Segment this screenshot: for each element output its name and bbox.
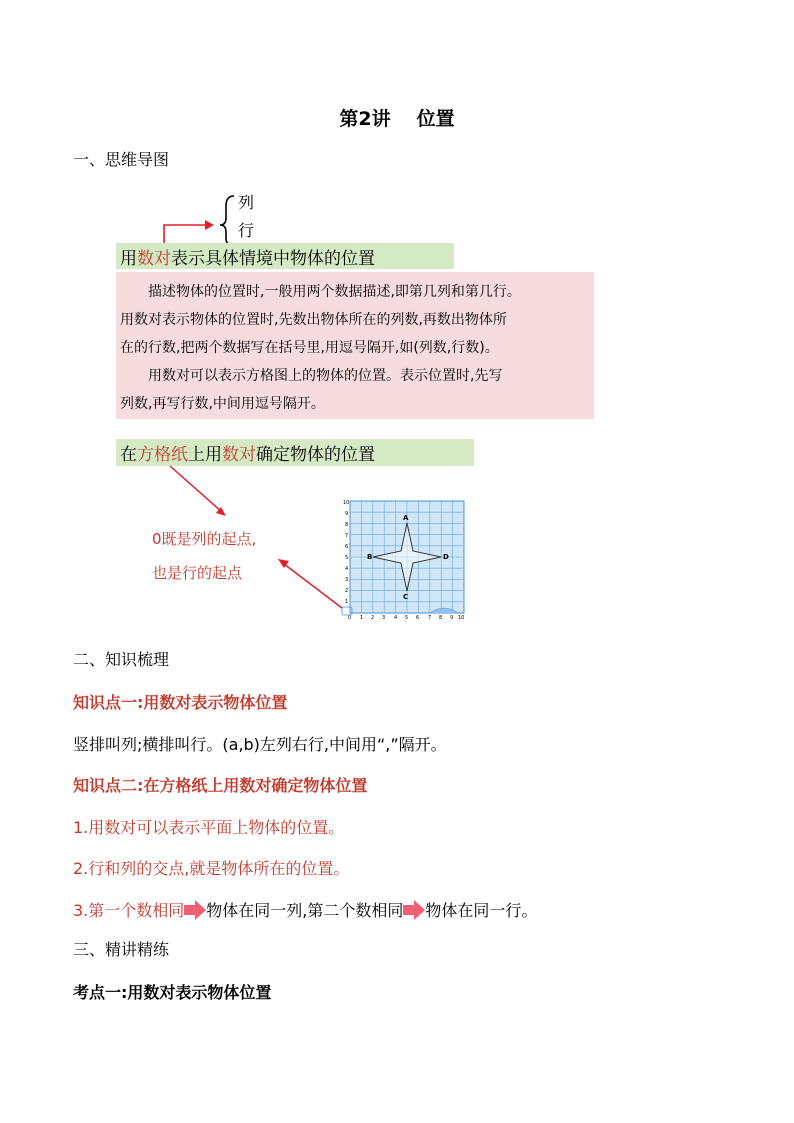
knowledge-point-2-line-1: 1.用数对可以表示平面上物体的位置。	[73, 818, 345, 837]
y-ticks	[343, 500, 349, 605]
y-tick-label: 3	[345, 577, 349, 583]
lesson-topic: 位置	[416, 108, 455, 130]
knowledge-point-1-title: 知识点一:用数对表示物体位置	[73, 693, 288, 712]
red-arrow-head	[205, 220, 214, 230]
bar2-pre: 在	[120, 445, 137, 465]
mindmap-bar-represent	[116, 243, 454, 269]
line3-part-c: 物体在同一行。	[425, 901, 538, 920]
x-tick-label: 2	[371, 615, 375, 621]
x-tick-label: 8	[439, 615, 443, 621]
bar1-highlight: 数对	[137, 249, 171, 269]
grid-figure	[340, 497, 468, 621]
x-tick-label: 4	[394, 615, 398, 621]
origin-note-line-1: 0既是列的起点,	[152, 530, 257, 548]
mindmap-connector	[150, 186, 240, 248]
x-ticks	[348, 615, 464, 621]
line3-part-a: 3.第一个数相同	[73, 901, 185, 920]
explanation-line-5: 列数,再写行数,中间用逗号隔开。	[120, 396, 325, 412]
bar2-highlight-grid-paper: 方格纸	[137, 445, 188, 465]
x-tick-label: 1	[360, 615, 364, 621]
pink-arrow-icon	[184, 900, 206, 920]
brace-icon	[220, 196, 234, 246]
x-tick-label: 10	[458, 615, 465, 621]
y-tick-label: 5	[345, 555, 349, 561]
x-tick-label: 6	[416, 615, 420, 621]
y-tick-label: 2	[345, 588, 349, 594]
x-tick-label: 5	[405, 615, 409, 621]
point-d-label: D	[443, 553, 449, 561]
x-tick-label: 7	[428, 615, 432, 621]
arrow-to-bar	[170, 466, 222, 512]
section-heading-mindmap: 一、思维导图	[73, 150, 170, 169]
y-tick-label: 1	[345, 599, 349, 605]
x-tick-label: 3	[382, 615, 386, 621]
bar2-post: 确定物体的位置	[256, 445, 375, 465]
section-heading-practice: 三、精讲精练	[73, 940, 170, 959]
explanation-line-4: 用数对可以表示方格图上的物体的位置。表示位置时,先写	[148, 368, 503, 384]
point-a-label: A	[403, 514, 409, 522]
point-b-label: B	[367, 553, 373, 561]
lesson-number: 第2讲	[339, 108, 391, 130]
knowledge-point-2-line-3	[73, 898, 537, 921]
y-tick-label: 10	[343, 500, 350, 506]
y-tick-label: 4	[345, 566, 349, 572]
explanation-line-2: 用数对表示物体的位置时,先数出物体所在的列数,再数出物体所	[120, 312, 507, 328]
knowledge-point-1-text: 竖排叫列;横排叫行。(a,b)左列右行,中间用“,”隔开。	[73, 735, 447, 754]
explanation-line-3: 在的行数,把两个数据写在括号里,用逗号隔开,如(列数,行数)。	[120, 340, 499, 356]
knowledge-point-2-line-2: 2.行和列的交点,就是物体所在的位置。	[73, 859, 350, 878]
bar1-post: 表示具体情境中物体的位置	[171, 249, 375, 269]
line3-part-b: 物体在同一列,第二个数相同	[206, 901, 404, 920]
bar2-highlight-pair: 数对	[222, 445, 256, 465]
y-tick-label: 8	[345, 522, 349, 528]
exam-point-1-title: 考点一:用数对表示物体位置	[73, 983, 272, 1002]
pink-arrow-icon	[403, 900, 425, 920]
arrow-to-origin	[284, 564, 342, 608]
x-tick-label: 9	[450, 615, 454, 621]
bar2-mid: 上用	[188, 445, 222, 465]
y-tick-label: 7	[345, 533, 349, 539]
origin-label: 0	[348, 615, 352, 621]
section-heading-knowledge: 二、知识梳理	[73, 650, 170, 669]
knowledge-point-2-title: 知识点二:在方格纸上用数对确定物体位置	[73, 776, 368, 795]
explanation-box	[116, 272, 594, 419]
mindmap-col-label: 列	[238, 193, 255, 212]
point-c-label: C	[403, 593, 409, 601]
bar1-pre: 用	[120, 249, 137, 269]
explanation-line-1: 描述物体的位置时,一般用两个数据描述,即第几列和第几行。	[148, 284, 521, 300]
mindmap-row-label: 行	[238, 221, 255, 240]
red-connector-line	[164, 225, 205, 244]
y-tick-label: 6	[345, 544, 349, 550]
y-tick-label: 9	[345, 511, 349, 517]
page-title	[0, 104, 794, 131]
origin-note-line-2: 也是行的起点	[152, 564, 243, 582]
